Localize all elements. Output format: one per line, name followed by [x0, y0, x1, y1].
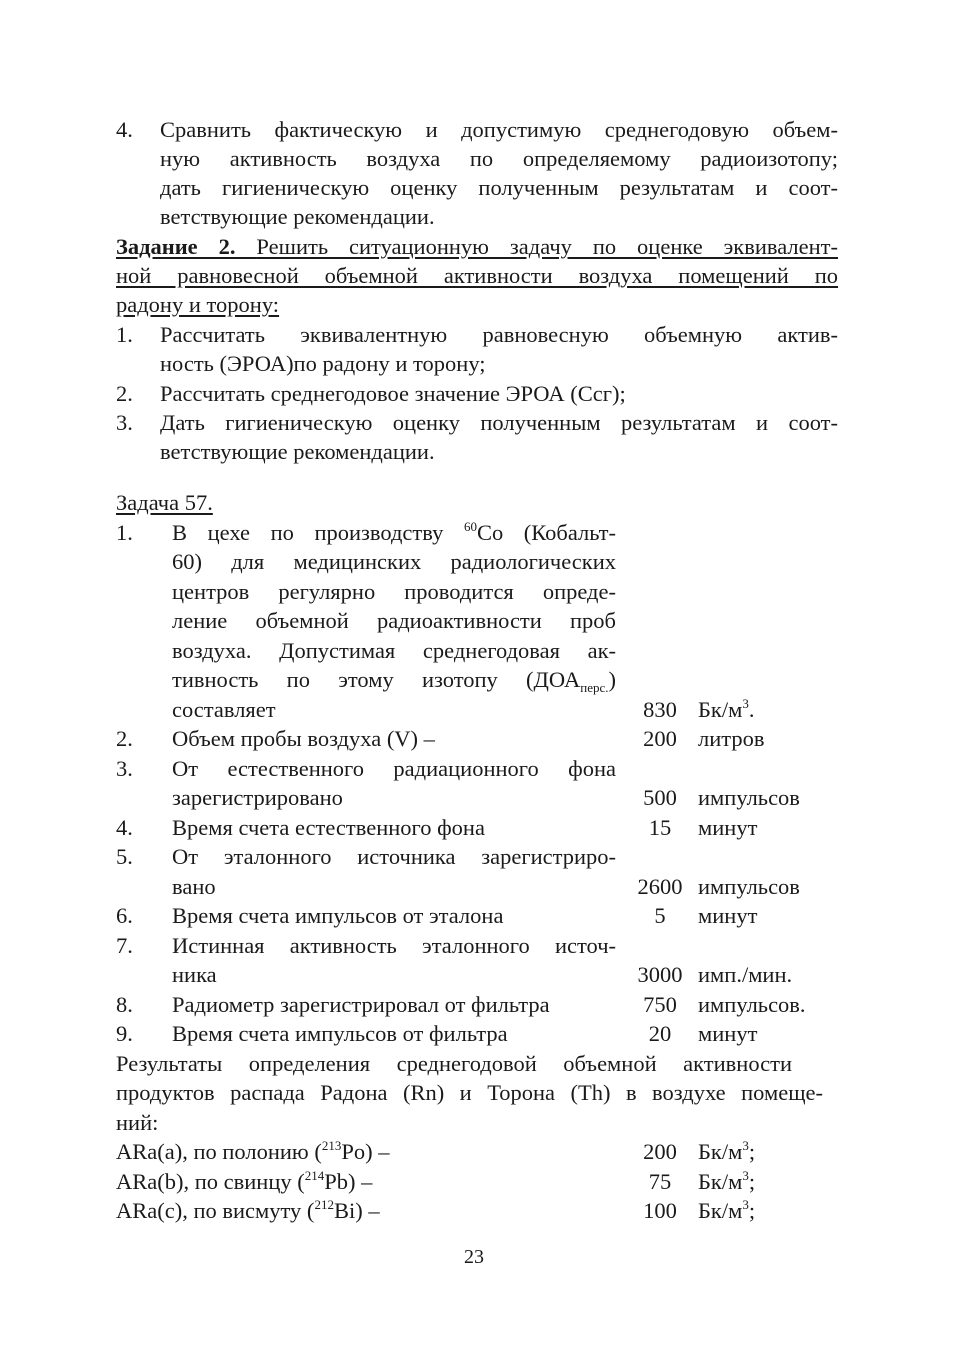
value: 2600: [637, 874, 683, 899]
text-line: ность (ЭРОА)по радону и торону;: [160, 351, 486, 376]
unit-text: Бк/м: [698, 1139, 743, 1164]
text-part: ARa(c), по висмуту (: [116, 1198, 315, 1223]
task-heading-line: [116, 234, 838, 260]
value: 20: [648, 1021, 672, 1046]
value: 100: [643, 1198, 677, 1223]
value: 15: [648, 815, 672, 840]
text-part: ): [608, 667, 616, 692]
list-number: 6.: [116, 903, 133, 928]
text-line: Результаты определения среднегодовой объемной активности: [116, 1051, 792, 1076]
unit-superscript: 3: [742, 1138, 749, 1153]
text-line: Рассчитать эквивалентную равновесную объемную актив-: [160, 322, 838, 347]
text-line: дать гигиеническую оценку полученным результатам и соот-: [160, 175, 838, 200]
text-part: Pb) –: [324, 1169, 373, 1194]
text-line: ний:: [116, 1110, 159, 1135]
value: 75: [648, 1169, 672, 1194]
text-part: Po) –: [341, 1139, 390, 1164]
text-line: [172, 667, 616, 693]
text-part: В цехе по производству: [172, 520, 464, 545]
text-line: Объем пробы воздуха (V) –: [172, 726, 435, 751]
text-line: ление объемной радиоактивности проб: [172, 608, 616, 633]
text-line: От эталонного источника зарегистриро-: [172, 844, 616, 869]
text-line: Дать гигиеническую оценку полученным результатам и соот-: [160, 410, 838, 435]
unit-text: Бк/м: [698, 1198, 743, 1223]
unit-superscript: 3: [742, 696, 749, 711]
list-number: 9.: [116, 1021, 133, 1046]
list-number: 4.: [116, 117, 133, 142]
unit: имп./мин.: [698, 962, 793, 987]
isotope-superscript: 212: [314, 1197, 334, 1212]
value: 500: [643, 785, 677, 810]
text-line: ника: [172, 962, 217, 987]
list-number: 2.: [116, 381, 133, 406]
value: 5: [654, 903, 666, 928]
unit: [698, 1169, 755, 1195]
unit-tail: ;: [748, 1139, 756, 1164]
text-part: тивность по этому изотопу (ДОА: [172, 667, 581, 692]
unit: [698, 697, 754, 723]
text-line: зарегистрировано: [172, 785, 343, 810]
text-part: ARa(a), по полонию (: [116, 1139, 322, 1164]
unit: импульсов: [698, 874, 800, 899]
unit-text: Бк/м: [698, 1169, 743, 1194]
text-line: Сравнить фактическую и допустимую среднегодовую объем-: [160, 117, 838, 142]
unit: литров: [698, 726, 765, 751]
text-line: Время счета естественного фона: [172, 815, 485, 840]
value: 200: [643, 726, 677, 751]
text-line: ветствующие рекомендации.: [160, 204, 435, 229]
task-text: Решить ситуационную задачу по оценке эквивалент-: [256, 234, 838, 259]
list-number: 4.: [116, 815, 133, 840]
value: 750: [643, 992, 677, 1017]
task-label: Задание 2.: [116, 234, 236, 259]
value: 200: [643, 1139, 677, 1164]
list-number: 1.: [116, 322, 133, 347]
task-heading-line: радону и торону:: [116, 292, 280, 317]
text-line: вано: [172, 874, 216, 899]
text-line: Время счета импульсов от фильтра: [172, 1021, 508, 1046]
result-label: [116, 1169, 372, 1195]
unit: [698, 1139, 755, 1165]
text-line: Истинная активность эталонного источ-: [172, 933, 616, 958]
text-line: От естественного радиационного фона: [172, 756, 616, 781]
list-number: 5.: [116, 844, 133, 869]
page-number: 23: [464, 1246, 484, 1268]
unit: импульсов: [698, 785, 800, 810]
text-line: продуктов распада Радона (Rn) и Торона (Th) в воздухе помеще-: [116, 1080, 823, 1105]
list-number: 1.: [116, 520, 133, 545]
task-heading-line: ной равновесной объемной активности воздуха помещений по: [116, 263, 838, 288]
text-line: Радиометр зарегистрировал от фильтра: [172, 992, 550, 1017]
value: 3000: [637, 962, 683, 987]
unit-superscript: 3: [742, 1197, 749, 1212]
text-line: составляет: [172, 697, 276, 722]
text-line: Время счета импульсов от эталона: [172, 903, 504, 928]
list-number: 3.: [116, 410, 133, 435]
unit: минут: [698, 903, 758, 928]
text-line: [172, 520, 616, 546]
text-line: ветствующие рекомендации.: [160, 439, 435, 464]
result-label: [116, 1139, 390, 1165]
isotope-superscript: 213: [321, 1138, 342, 1153]
unit-superscript: 3: [742, 1168, 749, 1183]
unit: [698, 1198, 755, 1224]
subscript: перс.: [580, 680, 609, 695]
value: 830: [643, 697, 677, 722]
isotope-superscript: 214: [304, 1168, 325, 1183]
unit-text: Бк/м: [698, 697, 743, 722]
unit-tail: ;: [748, 1169, 756, 1194]
text-line: ную активность воздуха по определяемому радиоизотопу;: [160, 146, 838, 171]
text-part: Bi) –: [333, 1198, 380, 1223]
text-line: 60) для медицинских радиологических: [172, 549, 616, 574]
unit: минут: [698, 1021, 758, 1046]
list-number: 2.: [116, 726, 133, 751]
text-part: Co (Кобальт-: [476, 520, 616, 545]
text-line: Рассчитать среднегодовое значение ЭРОА (Сcг);: [160, 381, 626, 406]
problem-title: Задача 57.: [116, 490, 213, 515]
text-line: центров регулярно проводится опреде-: [172, 579, 616, 604]
isotope-superscript: 60: [463, 519, 477, 534]
unit: импульсов.: [698, 992, 806, 1017]
list-number: 3.: [116, 756, 133, 781]
list-number: 7.: [116, 933, 133, 958]
unit: минут: [698, 815, 758, 840]
unit-tail: .: [748, 697, 755, 722]
unit-tail: ;: [748, 1198, 756, 1223]
list-number: 8.: [116, 992, 133, 1017]
text-part: ARa(b), по свинцу (: [116, 1169, 305, 1194]
text-line: воздуха. Допустимая среднегодовая ак-: [172, 638, 616, 663]
result-label: [116, 1198, 380, 1224]
